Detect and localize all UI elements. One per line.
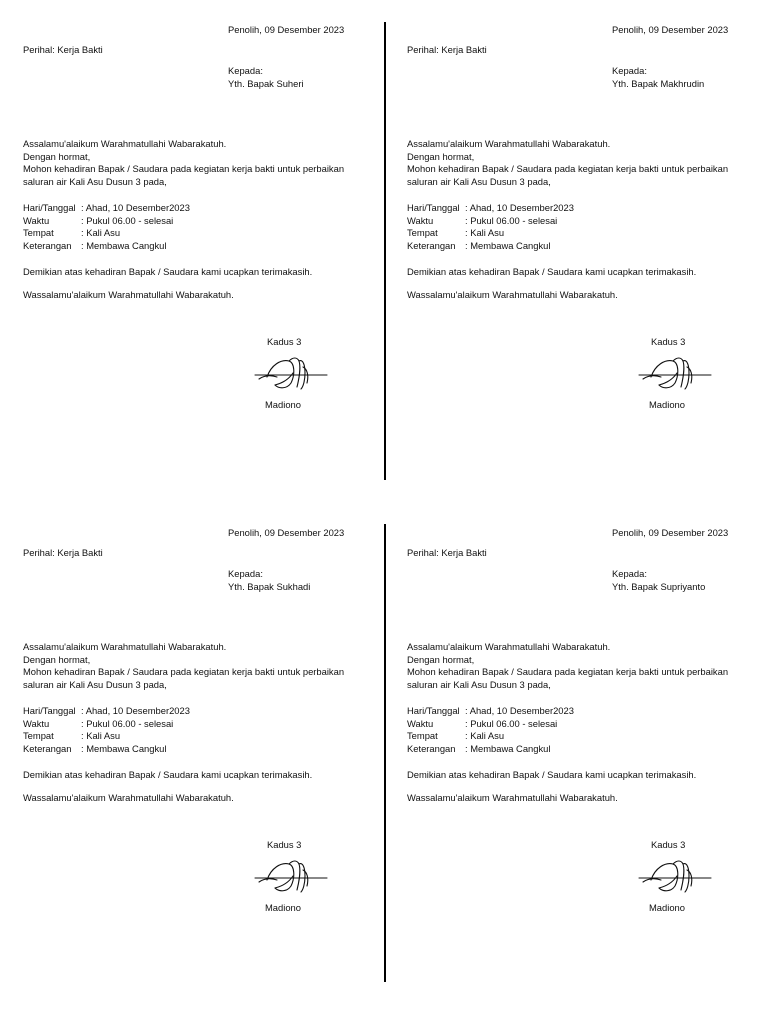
closing-greeting: Wassalamu'alaikum Warahmatullahi Wabarakatuh. [407,289,618,300]
letter-date: Penolih, 09 Desember 2023 [228,527,345,538]
detail-value: : Kali Asu [81,227,121,238]
detail-key: Tempat [23,730,54,741]
letter-card [407,525,767,995]
signature-image [253,353,329,393]
closing-greeting: Wassalamu'alaikum Warahmatullahi Wabarakatuh. [23,289,234,300]
detail-row [407,730,574,743]
signature-image [637,856,713,896]
closing-text: Demikian atas kehadiran Bapak / Saudara kami ucapkan terimakasih. [407,769,697,780]
detail-row [23,202,190,215]
detail-key: Tempat [407,730,438,741]
detail-row [23,730,190,743]
signer-title: Kadus 3 [267,336,302,347]
salutation-text: Dengan hormat, [407,653,475,665]
signer-title: Kadus 3 [651,839,686,850]
detail-value: : Ahad, 10 Desember2023 [81,705,190,716]
detail-key: Hari/Tanggal [23,705,76,716]
recipient-name: Yth. Bapak Suheri [228,78,304,89]
vertical-divider-bottom [384,524,386,982]
body-text-line-1: Mohon kehadiran Bapak / Saudara pada kegiatan kerja bakti untuk perbaikan [23,163,345,174]
detail-row [407,215,574,228]
body-text-line-1: Mohon kehadiran Bapak / Saudara pada kegiatan kerja bakti untuk perbaikan [407,163,729,174]
body-text-line-2: saluran air Kali Asu Dusun 3 pada, [23,678,167,690]
closing-greeting: Wassalamu'alaikum Warahmatullahi Wabarakatuh. [407,792,618,803]
detail-row [407,743,574,756]
recipient-label: Kepada: [612,568,647,579]
recipient-name: Yth. Bapak Makhrudin [612,78,705,89]
closing-text: Demikian atas kehadiran Bapak / Saudara kami ucapkan terimakasih. [23,769,313,780]
letter-card [23,22,383,492]
closing-text: Demikian atas kehadiran Bapak / Saudara kami ucapkan terimakasih. [407,266,697,277]
detail-value: : Pukul 06.00 - selesai [81,214,174,226]
greeting-text: Assalamu'alaikum Warahmatullahi Wabarakatuh. [23,641,227,652]
detail-row [23,240,190,253]
detail-value: : Kali Asu [465,730,505,741]
event-details [407,705,574,755]
detail-key: Waktu [407,214,434,226]
vertical-divider-top [384,22,386,480]
detail-key: Hari/Tanggal [407,705,460,716]
detail-key: Waktu [23,214,50,226]
detail-key: Waktu [407,717,434,729]
detail-value: : Membawa Cangkul [465,239,551,251]
letter-body [407,641,767,691]
detail-row [23,743,190,756]
letter-subject: Perihal: Kerja Bakti [23,547,103,558]
greeting-text: Assalamu'alaikum Warahmatullahi Wabarakatuh. [407,641,611,652]
detail-row [23,718,190,731]
signer-name: Madiono [649,399,685,410]
detail-value: : Pukul 06.00 - selesai [81,717,174,729]
detail-value: : Ahad, 10 Desember2023 [81,202,190,213]
detail-value: : Pukul 06.00 - selesai [465,717,558,729]
letter-date: Penolih, 09 Desember 2023 [612,527,729,538]
detail-row [23,215,190,228]
detail-key: Waktu [23,717,50,729]
recipient-label: Kepada: [228,568,263,579]
detail-key: Keterangan [23,742,72,754]
detail-key: Keterangan [23,239,72,251]
signature-image [637,353,713,393]
body-text-line-2: saluran air Kali Asu Dusun 3 pada, [407,678,551,690]
salutation-text: Dengan hormat, [23,653,91,665]
letter-card [23,525,383,995]
recipient-name: Yth. Bapak Sukhadi [228,581,311,592]
recipient-label: Kepada: [612,65,647,76]
detail-key: Keterangan [407,742,456,754]
detail-value: : Membawa Cangkul [465,742,551,754]
detail-value: : Membawa Cangkul [81,239,167,251]
detail-row [407,718,574,731]
letter-body [23,138,383,188]
signature-image [253,856,329,896]
letter-body [407,138,767,188]
detail-key: Hari/Tanggal [407,202,460,213]
detail-value: : Pukul 06.00 - selesai [465,214,558,226]
letter-date: Penolih, 09 Desember 2023 [612,24,729,35]
detail-row [407,202,574,215]
detail-value: : Kali Asu [81,730,121,741]
signer-name: Madiono [265,399,301,410]
detail-row [23,227,190,240]
letter-subject: Perihal: Kerja Bakti [407,547,487,558]
detail-key: Keterangan [407,239,456,251]
detail-key: Tempat [407,227,438,238]
salutation-text: Dengan hormat, [23,150,91,162]
detail-value: : Ahad, 10 Desember2023 [465,705,574,716]
closing-text: Demikian atas kehadiran Bapak / Saudara kami ucapkan terimakasih. [23,266,313,277]
detail-value: : Ahad, 10 Desember2023 [465,202,574,213]
closing-greeting: Wassalamu'alaikum Warahmatullahi Wabarakatuh. [23,792,234,803]
body-text-line-2: saluran air Kali Asu Dusun 3 pada, [23,175,167,187]
detail-row [23,705,190,718]
detail-row [407,227,574,240]
body-text-line-1: Mohon kehadiran Bapak / Saudara pada kegiatan kerja bakti untuk perbaikan [23,666,345,677]
letter-card [407,22,767,492]
body-text-line-2: saluran air Kali Asu Dusun 3 pada, [407,175,551,187]
event-details [23,705,190,755]
detail-key: Tempat [23,227,54,238]
greeting-text: Assalamu'alaikum Warahmatullahi Wabarakatuh. [407,138,611,149]
letter-subject: Perihal: Kerja Bakti [23,44,103,55]
recipient-label: Kepada: [228,65,263,76]
detail-row [407,705,574,718]
signer-title: Kadus 3 [651,336,686,347]
detail-key: Hari/Tanggal [23,202,76,213]
event-details [407,202,574,252]
signer-title: Kadus 3 [267,839,302,850]
recipient-name: Yth. Bapak Supriyanto [612,581,706,592]
event-details [23,202,190,252]
detail-value: : Membawa Cangkul [81,742,167,754]
greeting-text: Assalamu'alaikum Warahmatullahi Wabarakatuh. [23,138,227,149]
detail-value: : Kali Asu [465,227,505,238]
letter-body [23,641,383,691]
signer-name: Madiono [265,902,301,913]
salutation-text: Dengan hormat, [407,150,475,162]
letter-subject: Perihal: Kerja Bakti [407,44,487,55]
detail-row [407,240,574,253]
letter-date: Penolih, 09 Desember 2023 [228,24,345,35]
body-text-line-1: Mohon kehadiran Bapak / Saudara pada kegiatan kerja bakti untuk perbaikan [407,666,729,677]
signer-name: Madiono [649,902,685,913]
